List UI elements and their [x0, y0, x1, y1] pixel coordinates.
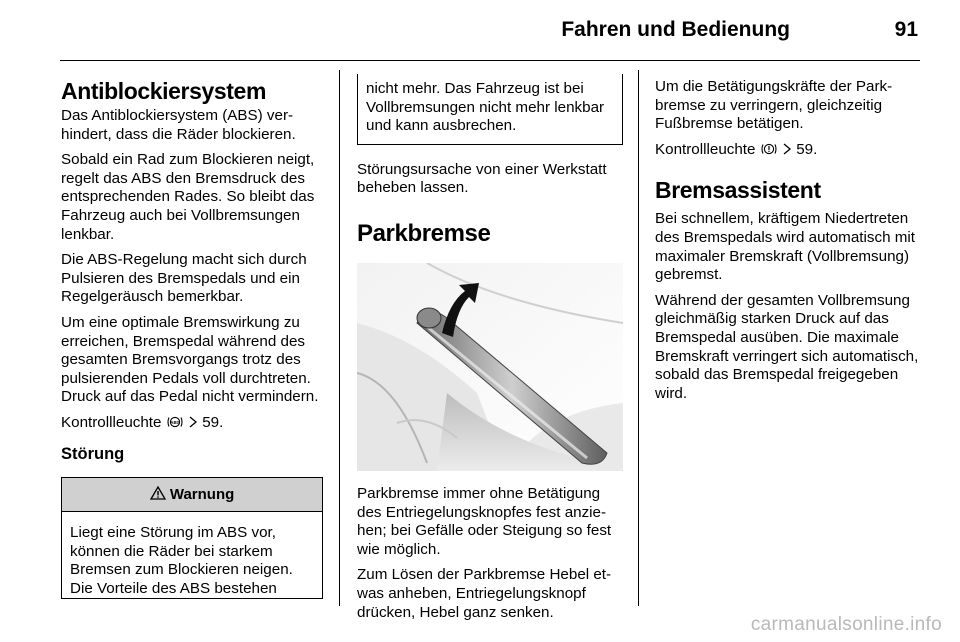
subheading-stoerung: Störung [61, 444, 125, 463]
paragraph: Zum Lösen der Parkbremse Hebel etwas anheben, Entriegelungsknopf drücken, Hebel ganz senken. [357, 566, 612, 621]
svg-text:ABS: ABS [169, 419, 180, 425]
parking-brake-illustration [357, 263, 623, 471]
indicator-page-ref: 59. [796, 140, 818, 158]
paragraph: Störungsursache von einer Werkstatt beheben lassen. [357, 160, 607, 197]
paragraph: Bei schnellem, kräftigem Niedertreten des Bremspedals wird automatisch mit maximaler Bremskraft (Vollbremsung) gebremst. [655, 210, 915, 284]
warning-box [61, 477, 323, 599]
warning-text-continued: nicht mehr. Das Fahrzeug ist bei Vollbremsungen nicht mehr lenkbar und kann ausbrechen. [366, 80, 605, 135]
warning-box-continued [357, 74, 623, 145]
abs-warning-light-icon [166, 414, 188, 431]
warning-header [62, 478, 322, 512]
paragraph: Parkbremse immer ohne Betätigung des Entriegelungsknopfes fest anziehen; bei Gefälle oder Steigung so fest wie möglich. [357, 484, 612, 558]
footer-watermark: carmanualsonline.info [750, 614, 942, 635]
indicator-label: Kontrollleuchte [655, 140, 756, 158]
column-middle [357, 74, 623, 629]
paragraph: Während der gesamten Vollbremsung gleichmäßig starken Druck auf das Bremspedal ausüben. Die maximale Bremskraft verringert sich automatisch, sobald das Bremspedal freigegeben wird. [655, 291, 919, 402]
paragraph: Das Antiblockiersystem (ABS) verhindert, dass die Räder blockieren. [61, 107, 296, 143]
page-reference-icon [188, 414, 202, 431]
indicator-line [655, 141, 923, 160]
warning-text: Liegt eine Störung im ABS vor, können die Räder bei starkem Bremsen zum Blockieren neigen. Die Vorteile des ABS bestehen [70, 524, 293, 597]
paragraph: Die ABS-Regelung macht sich durch Pulsieren des Bremspedals und ein Regelgeräusch bemerkbar. [61, 251, 307, 306]
header-title: Fahren und Bedienung [561, 18, 790, 41]
column-right [655, 78, 923, 410]
column-divider-2 [638, 70, 639, 606]
paragraph: Um die Betätigungskräfte der Parkbremse zu verringern, gleichzeitig Fußbremse betätigen. [655, 78, 893, 133]
indicator-page-ref: 59. [202, 413, 224, 431]
indicator-label: Kontrollleuchte [61, 413, 162, 431]
page-reference-icon [782, 141, 796, 158]
section-heading-bremsassistent: Bremsassistent [655, 177, 821, 204]
warning-title: Warnung [169, 486, 235, 504]
section-heading-parkbremse: Parkbremse [357, 219, 491, 247]
page-number: 91 [894, 18, 918, 41]
header-rule [60, 60, 920, 61]
warning-triangle-icon [150, 486, 170, 503]
section-heading-abs: Antiblockiersystem [61, 78, 266, 104]
indicator-line [61, 414, 323, 433]
brake-warning-light-icon [760, 141, 782, 158]
paragraph: Sobald ein Rad zum Blockieren neigt, regelt das ABS den Bremsdruck des entsprechenden Rades. So bleibt das Fahrzeug auch bei Vollbremsungen lenkbar. [61, 151, 315, 243]
column-divider-1 [339, 70, 340, 606]
column-left [61, 78, 323, 599]
paragraph: Um eine optimale Bremswirkung zu erreichen, Bremspedal während des gesamten Bremsvorgangs trotz des pulsierenden Pedals voll durchtreten. Druck auf das Pedal nicht vermindern. [61, 313, 319, 406]
